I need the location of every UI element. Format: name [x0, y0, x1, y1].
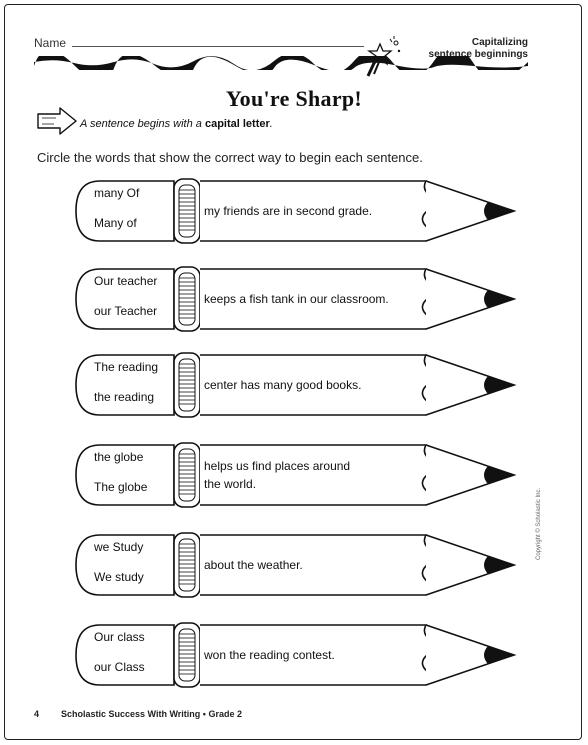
page-number: 4 [34, 709, 40, 719]
pointing-arrow-icon [36, 106, 78, 136]
topic-line-1: Capitalizing [471, 37, 528, 48]
copyright-notice: Copyright © Scholastic Inc. [536, 487, 542, 560]
pencil-item [70, 176, 520, 246]
topic-line-2: sentence beginnings [428, 49, 528, 60]
sentence-text: center has many good books. [204, 378, 362, 392]
option-choice-1[interactable]: many Of [94, 186, 140, 200]
option-choice-1[interactable]: The reading [94, 360, 159, 374]
pencil-item [70, 530, 520, 600]
sentence-text: keeps a fish tank in our classroom. [204, 292, 389, 306]
book-title: Scholastic Success With Writing • Grade 2 [61, 709, 242, 719]
hint-end: . [269, 118, 273, 130]
page-footer [34, 709, 242, 719]
pencil-item [70, 350, 520, 420]
pencil-item [70, 620, 520, 690]
option-choice-1[interactable]: we Study [94, 540, 144, 554]
sentence-text: won the reading contest. [204, 648, 335, 662]
instructions: Circle the words that show the correct way to begin each sentence. [37, 150, 423, 165]
option-choice-1[interactable]: Our teacher [94, 274, 158, 288]
name-label: Name [34, 36, 67, 50]
sentence-text: about the weather. [204, 558, 303, 572]
rule-hint [80, 118, 273, 130]
hint-emphasis: capital letter [204, 118, 270, 130]
name-write-line[interactable] [72, 46, 364, 47]
option-choice-2[interactable]: The globe [94, 480, 148, 494]
option-choice-2[interactable]: our Teacher [94, 304, 158, 318]
option-choice-2[interactable]: We study [94, 570, 144, 584]
pencil-item [70, 440, 520, 510]
page-title: You're Sharp! [225, 86, 363, 111]
sentence-text: my friends are in second grade. [204, 204, 373, 218]
option-choice-2[interactable]: the reading [94, 390, 155, 404]
rope-divider [34, 56, 528, 70]
option-choice-1[interactable]: Our class [94, 630, 145, 644]
option-choice-2[interactable]: Many of [94, 216, 137, 230]
pencil-item [70, 264, 520, 334]
sentence-text: helps us find places around the world. [204, 459, 351, 491]
hint-text: A sentence begins with a [80, 118, 205, 130]
option-choice-2[interactable]: our Class [94, 660, 145, 674]
option-choice-1[interactable]: the globe [94, 450, 144, 464]
